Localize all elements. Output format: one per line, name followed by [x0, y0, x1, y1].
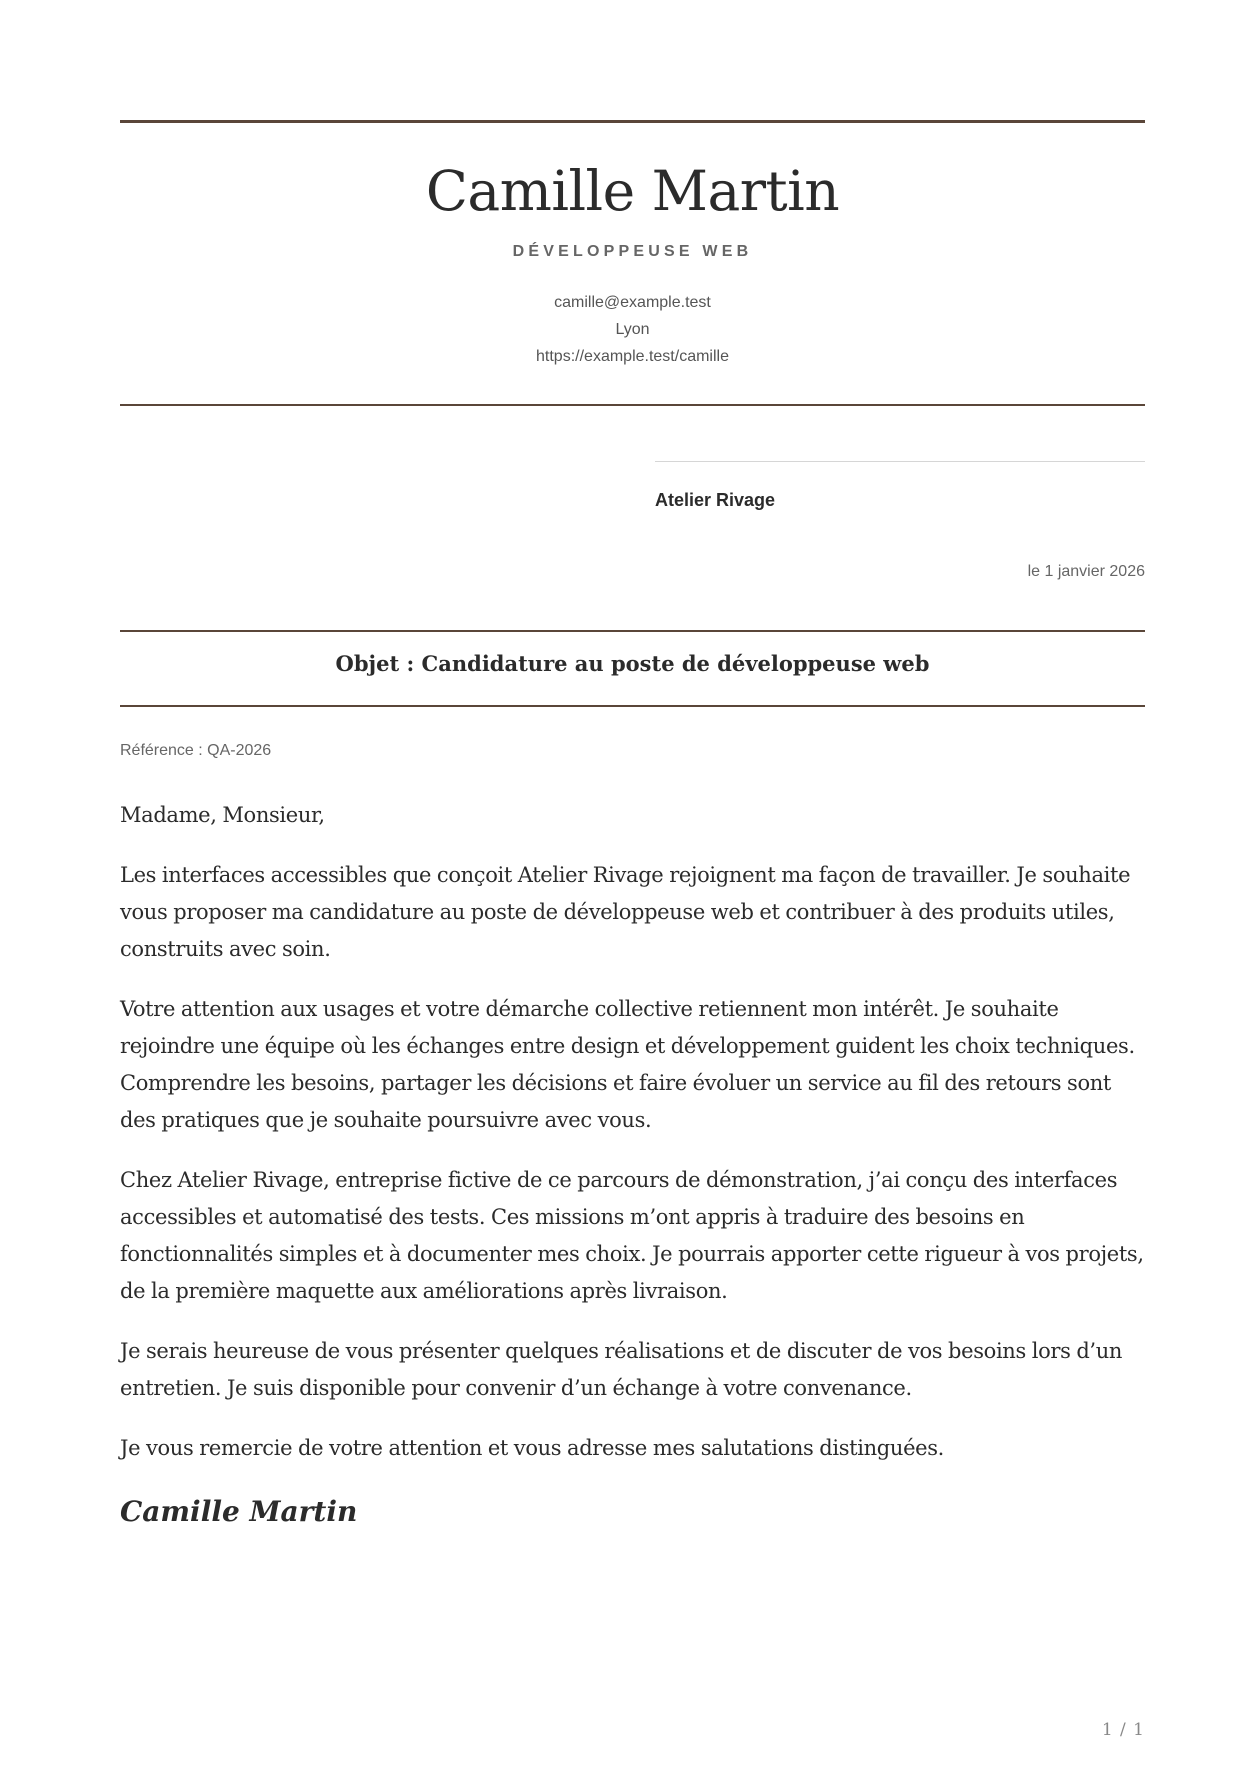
sender-job-title: DÉVELOPPEUSE WEB [512, 243, 753, 260]
signature: Camille Martin [120, 1495, 358, 1528]
sender-city: Lyon [615, 321, 650, 338]
header-top-rule [120, 120, 1145, 123]
paragraph-1: Les interfaces accessibles que conçoit Atelier Rivage rejoignent ma façon de travailler. Je souhaite vous proposer ma candidature au poste de développeuse web et contribuer à des produits utiles, construits avec soin. [120, 863, 1131, 961]
letter-date: le 1 janvier 2026 [1027, 563, 1145, 580]
letter-reference: Référence : QA-2026 [120, 742, 272, 759]
recipient-company: Atelier Rivage [655, 490, 776, 510]
sender-email: camille@example.test [554, 294, 711, 311]
paragraph-3: Chez Atelier Rivage, entreprise fictive de ce parcours de démonstration, j’ai conçu des interfaces accessibles et automatisé des tests. Ces missions m’ont appris à traduire des besoins en fonctionnalités simples et à documenter mes choix. Je pourrais apporter cette rigueur à vos projets, de la première maquette aux améliorations après livraison. [120, 1168, 1144, 1303]
sender-contacts [120, 289, 1145, 370]
closing-paragraph: Je vous remercie de votre attention et vous adresse mes salutations distinguées. [120, 1436, 944, 1460]
sender-website: https://example.test/camille [536, 348, 729, 365]
letter-page [120, 0, 1145, 1783]
subject-bottom-rule [120, 705, 1145, 707]
paragraph-2: Votre attention aux usages et votre démarche collective retiennent mon intérêt. Je souhaite rejoindre une équipe où les échanges entre design et développement guident les choix techniques. Comprendre les besoins, partager les décisions et faire évoluer un service au fil des retours sont des pratiques que je souhaite poursuivre avec vous. [120, 997, 1135, 1132]
paragraph-4: Je serais heureuse de vous présenter quelques réalisations et de discuter de vos besoins lors d’un entretien. Je suis disponible pour convenir d’un échange à votre convenance. [120, 1339, 1123, 1400]
letter-body [120, 797, 1145, 1490]
subject-top-rule [120, 630, 1145, 632]
salutation: Madame, Monsieur, [120, 803, 325, 827]
recipient-rule [655, 461, 1145, 462]
sender-name: Camille Martin [425, 159, 840, 223]
header-bottom-rule [120, 404, 1145, 406]
letter-subject: Objet : Candidature au poste de développeuse web [335, 651, 930, 676]
page-number: 1 / 1 [1101, 1720, 1145, 1740]
